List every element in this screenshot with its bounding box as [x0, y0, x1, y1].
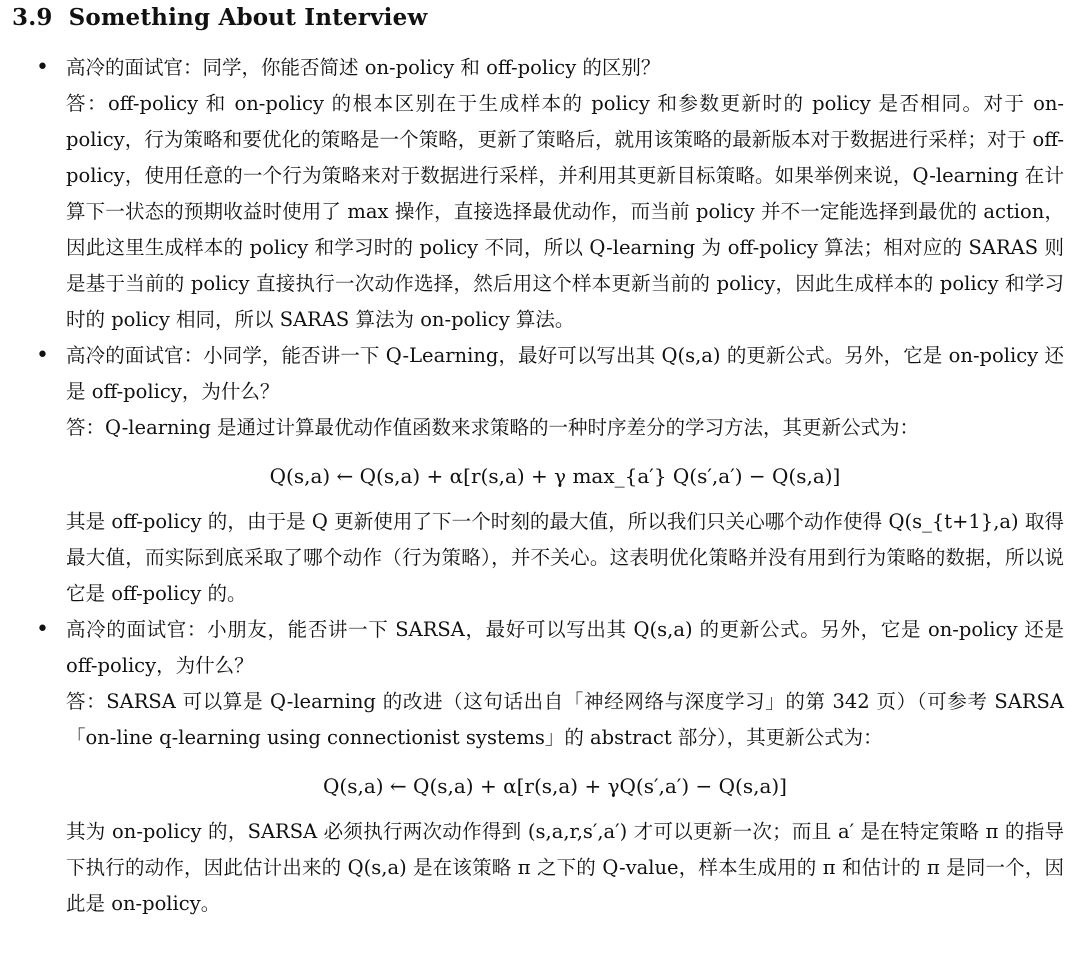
answer-intro-text: 答：SARSA 可以算是 Q-learning 的改进（这句话出自「神经网络与深度学习」的第 342 页）（可参考 SARSA「on-line q-learning using connectionist systems」的 abstract 部分），其更新公式为： [66, 690, 1064, 749]
question-text: 高冷的面试官：小同学，能否讲一下 Q-Learning，最好可以写出其 Q(s,a) 的更新公式。另外，它是 on-policy 还是 off-policy，为什么？ [66, 344, 1064, 403]
section-number: 3.9 [12, 4, 53, 31]
bullet-icon: • [36, 343, 49, 368]
question-text: 高冷的面试官：小朋友，能否讲一下 SARSA，最好可以写出其 Q(s,a) 的更新公式。另外，它是 on-policy 还是 off-policy，为什么？ [66, 618, 1064, 677]
section-heading [12, 4, 1064, 32]
bullet-icon: • [36, 55, 49, 80]
sarsa-equation: Q(s,a) ← Q(s,a) + α[r(s,a) + γQ(s′,a′) − Q(s,a)] [323, 774, 787, 798]
qa-item-2 [12, 338, 1064, 612]
answer-explanation-text: 其是 off-policy 的，由于是 Q 更新使用了下一个时刻的最大值，所以我们只关心哪个动作使得 Q(s_{t+1},a) 取得最大值，而实际到底采取了哪个动作（行为策略），并不关心。这表明优化策略并没有用到行为策略的数据，所以说它是 off-policy 的。 [66, 510, 1064, 605]
section-title: Something About Interview [68, 4, 428, 31]
answer-intro-text: 答：Q-learning 是通过计算最优动作值函数来求策略的一种时序差分的学习方法，其更新公式为： [66, 416, 920, 439]
question-text: 高冷的面试官：同学，你能否简述 on-policy 和 off-policy 的区别？ [66, 56, 661, 79]
q-learning-equation: Q(s,a) ← Q(s,a) + α[r(s,a) + γ max_{a′} Q(s′,a′) − Q(s,a)] [269, 464, 841, 488]
qa-item-1 [12, 50, 1064, 338]
bullet-icon: • [36, 617, 49, 642]
qa-list [12, 50, 1064, 922]
answer-explanation-text: 其为 on-policy 的，SARSA 必须执行两次动作得到 (s,a,r,s′,a′) 才可以更新一次；而且 a′ 是在特定策略 π 的指导下执行的动作，因此估计出来的 Q(s,a) 是在该策略 π 之下的 Q-value，样本生成用的 π 和估计的 π 是同一个，因此是 on-policy。 [66, 820, 1064, 915]
qa-item-3 [12, 612, 1064, 922]
answer-text: 答：off-policy 和 on-policy 的根本区别在于生成样本的 policy 和参数更新时的 policy 是否相同。对于 on-policy，行为策略和要优化的策略是一个策略，更新了策略后，就用该策略的最新版本对于数据进行采样；对于 off-policy，使用任意的一个行为策略来对于数据进行采样，并利用其更新目标策略。如果举例来说，Q-learning 在计算下一状态的预期收益时使用了 max 操作，直接选择最优动作，而当前 policy 并不一定能选择到最优的 action，因此这里生成样本的 policy 和学习时的 policy 不同，所以 Q-learning 为 off-policy 算法；相对应的 SARAS 则是基于当前的 policy 直接执行一次动作选择，然后用这个样本更新当前的 policy，因此生成样本的 policy 和学习时的 policy 相同，所以 SARAS 算法为 on-policy 算法。 [66, 92, 1064, 331]
